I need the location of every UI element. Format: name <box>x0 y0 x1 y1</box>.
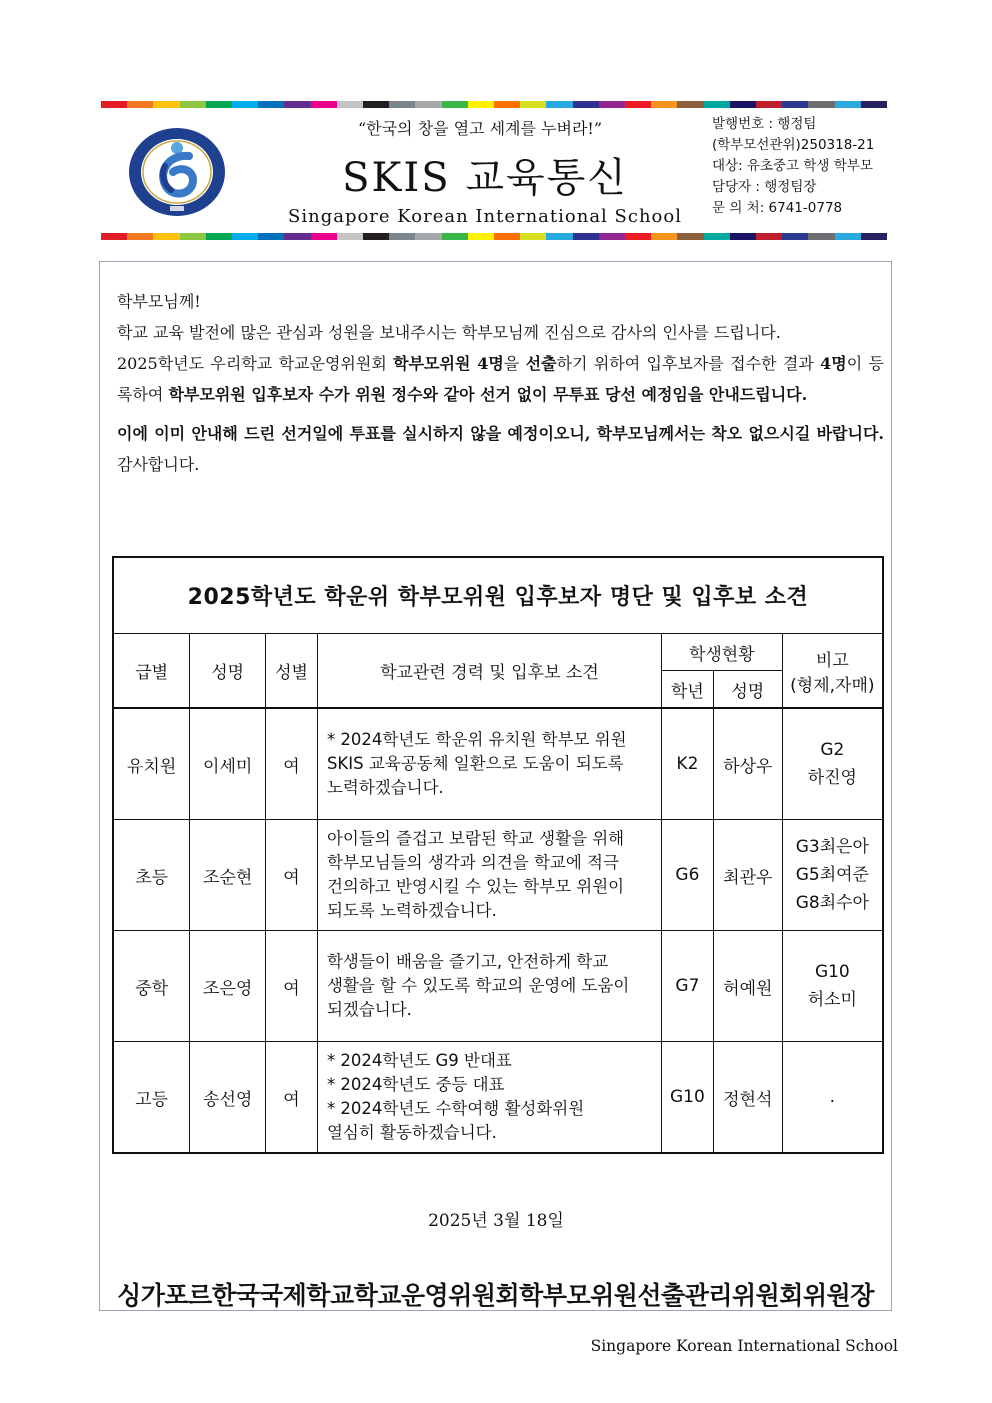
sibling-entry: 하진영 <box>807 768 857 788</box>
strip-segment <box>206 233 232 240</box>
issue-audience: 대상: 유초중고 학생 학부모 <box>712 158 873 174</box>
strip-segment <box>782 233 808 240</box>
statement-line: 학부모님들의 생각과 의견을 학교에 적극 <box>326 853 619 872</box>
statement-line: * 2024학년도 G9 반대표 <box>326 1051 512 1070</box>
sibling-entry: . <box>829 1087 836 1107</box>
school-motto: “한국의 창을 열고 세계를 누벼라!” <box>357 119 603 138</box>
strip-segment <box>127 233 153 240</box>
sibling-note <box>782 1042 883 1154</box>
strip-segment <box>232 233 258 240</box>
header-grade: 급별 <box>113 634 190 709</box>
candidate-gender: 여 <box>266 708 318 820</box>
strip-segment <box>651 233 677 240</box>
candidate-grade: 고등 <box>113 1042 190 1154</box>
student-name: 허예원 <box>713 931 782 1042</box>
issue-metadata <box>712 114 874 219</box>
strip-segment <box>311 233 337 240</box>
strip-segment <box>861 233 887 240</box>
strip-segment <box>625 233 651 240</box>
statement-line: 열심히 활동하겠습니다. <box>326 1123 497 1142</box>
strip-segment <box>232 101 258 108</box>
statement-line: 학생들이 배움을 즐기고, 안전하게 학교 <box>326 952 609 971</box>
candidate-gender: 여 <box>266 1042 318 1154</box>
issue-contact-person: 담당자 : 행정팀장 <box>712 179 817 195</box>
strip-segment <box>520 101 546 108</box>
school-name-english: Singapore Korean International School <box>288 206 682 227</box>
strip-segment <box>311 101 337 108</box>
strip-segment <box>389 101 415 108</box>
student-name: 하상우 <box>713 708 782 820</box>
letter-greeting: 학부모님께! <box>117 292 201 311</box>
strip-segment <box>520 233 546 240</box>
statement-line: 건의하고 반영시킬 수 있는 학부모 위원이 <box>326 877 625 896</box>
strip-segment <box>101 101 127 108</box>
header-student-name: 성명 <box>713 671 782 709</box>
statement-line: 되도록 노력하겠습니다. <box>326 901 497 920</box>
statement-line: 되겠습니다. <box>326 1000 412 1019</box>
strip-segment <box>546 101 572 108</box>
strip-segment <box>284 101 310 108</box>
strip-segment <box>258 101 284 108</box>
strip-segment <box>180 101 206 108</box>
strip-segment <box>677 233 703 240</box>
strip-segment <box>468 233 494 240</box>
sibling-entry: G8최수아 <box>795 893 869 913</box>
strip-segment <box>415 101 441 108</box>
header-student-grade: 학년 <box>661 671 713 709</box>
candidate-row <box>113 931 883 1042</box>
student-grade: G7 <box>661 931 713 1042</box>
strip-segment <box>808 101 834 108</box>
strip-segment <box>284 233 310 240</box>
strip-segment <box>835 101 861 108</box>
issue-phone: 문 의 처: 6741-0778 <box>712 200 843 216</box>
strip-segment <box>442 233 468 240</box>
candidate-statement <box>317 820 661 931</box>
newsletter-title: SKIS 교육통신 <box>342 155 628 201</box>
strip-segment <box>415 233 441 240</box>
statement-line: SKIS 교육공동체 일환으로 도움이 되도록 <box>326 754 624 773</box>
strip-segment <box>573 101 599 108</box>
strip-segment <box>389 233 415 240</box>
letter-paragraph-1: 학교 교육 발전에 많은 관심과 성원을 보내주시는 학부모님께 진심으로 감사의 인사를 드립니다. <box>117 323 781 342</box>
issue-code: (학부모선관위)250318-21 <box>712 137 875 153</box>
candidate-gender: 여 <box>266 820 318 931</box>
strip-segment <box>494 233 520 240</box>
strip-segment <box>153 101 179 108</box>
strip-segment <box>468 101 494 108</box>
statement-line: * 2024학년도 학운위 유치원 학부모 위원 <box>326 730 627 749</box>
strip-segment <box>730 101 756 108</box>
strip-segment <box>101 233 127 240</box>
sibling-entry: G5최여준 <box>795 865 869 885</box>
letter-body <box>117 286 884 480</box>
statement-line: 생활을 할 수 있도록 학교의 운영에 도움이 <box>326 976 630 995</box>
candidate-row <box>113 820 883 931</box>
header-name: 성명 <box>190 634 266 709</box>
letter-paragraph-3: 이에 이미 안내해 드린 선거일에 투표를 실시하지 않을 예정이오니, 학부모님께서는 착오 없으시길 바랍니다. 감사합니다. <box>117 424 884 474</box>
strip-segment <box>337 101 363 108</box>
student-name: 최관우 <box>713 820 782 931</box>
letter-paragraph-2: 2025학년도 우리학교 학교운영위원회 학부모위원 4명을 선출하기 위하여 입후보자를 접수한 결과 4명이 등록하여 학부모위원 입후보자 수가 위원 정수와 같아 선거 없이 무투표 당선 예정임을 안내드립니다. <box>117 354 884 404</box>
student-name: 정현석 <box>713 1042 782 1154</box>
candidate-grade: 유치원 <box>113 708 190 820</box>
strip-segment <box>835 233 861 240</box>
candidate-statement <box>317 1042 661 1154</box>
strip-segment <box>153 233 179 240</box>
candidate-grade: 초등 <box>113 820 190 931</box>
color-strip-top <box>101 101 887 108</box>
sibling-entry: G3최은아 <box>795 837 869 857</box>
statement-line: 아이들의 즐겁고 보람된 학교 생활을 위해 <box>326 829 625 848</box>
sibling-entry: G10 <box>814 962 850 982</box>
strip-segment <box>756 101 782 108</box>
candidate-name: 이세미 <box>190 708 266 820</box>
strip-segment <box>546 233 572 240</box>
strip-segment <box>730 233 756 240</box>
footer-school-name: Singapore Korean International School <box>590 1337 898 1355</box>
signature-line: 싱가포르한국국제학교학교운영위원회학부모위원선출관리위원회위원장 <box>117 1281 874 1310</box>
strip-segment <box>363 101 389 108</box>
school-emblem-logo <box>127 126 227 218</box>
table-title: 2025학년도 학운위 학부모위원 입후보자 명단 및 입후보 소견 <box>113 557 883 634</box>
strip-segment <box>573 233 599 240</box>
student-grade: K2 <box>661 708 713 820</box>
document-date: 2025년 3월 18일 <box>428 1211 564 1231</box>
header-note: 비고 (형제,자매) <box>782 634 883 709</box>
sibling-note <box>782 931 883 1042</box>
candidate-table <box>112 556 884 1154</box>
strip-segment <box>599 233 625 240</box>
strip-segment <box>756 233 782 240</box>
candidate-gender: 여 <box>266 931 318 1042</box>
candidate-grade: 중학 <box>113 931 190 1042</box>
student-grade: G6 <box>661 820 713 931</box>
color-strip-bottom <box>101 233 887 240</box>
strip-segment <box>625 101 651 108</box>
strip-segment <box>442 101 468 108</box>
header-student-status: 학생현황 <box>661 634 782 671</box>
student-grade: G10 <box>661 1042 713 1154</box>
strip-segment <box>782 101 808 108</box>
strip-segment <box>704 101 730 108</box>
strip-segment <box>363 233 389 240</box>
strip-segment <box>677 101 703 108</box>
candidate-statement <box>317 931 661 1042</box>
candidate-name: 조순현 <box>190 820 266 931</box>
header-description: 학교관련 경력 및 입후보 소견 <box>317 634 661 709</box>
sibling-note <box>782 708 883 820</box>
statement-line: * 2024학년도 중등 대표 <box>326 1075 505 1094</box>
statement-line: * 2024학년도 수학여행 활성화위원 <box>326 1099 585 1118</box>
strip-segment <box>494 101 520 108</box>
strip-segment <box>651 101 677 108</box>
sibling-entry: G2 <box>820 740 845 760</box>
candidate-statement <box>317 708 661 820</box>
strip-segment <box>599 101 625 108</box>
strip-segment <box>180 233 206 240</box>
candidate-name: 조은영 <box>190 931 266 1042</box>
candidate-name: 송선영 <box>190 1042 266 1154</box>
strip-segment <box>861 101 887 108</box>
candidate-row <box>113 1042 883 1154</box>
header-gender: 성별 <box>266 634 318 709</box>
sibling-entry: 허소미 <box>807 990 857 1010</box>
statement-line: 노력하겠습니다. <box>326 778 444 797</box>
strip-segment <box>127 101 153 108</box>
sibling-note <box>782 820 883 931</box>
strip-segment <box>704 233 730 240</box>
strip-segment <box>337 233 363 240</box>
issue-number: 발행번호 : 행정팀 <box>712 116 817 132</box>
strip-segment <box>206 101 232 108</box>
candidate-row <box>113 708 883 820</box>
strip-segment <box>808 233 834 240</box>
strip-segment <box>258 233 284 240</box>
